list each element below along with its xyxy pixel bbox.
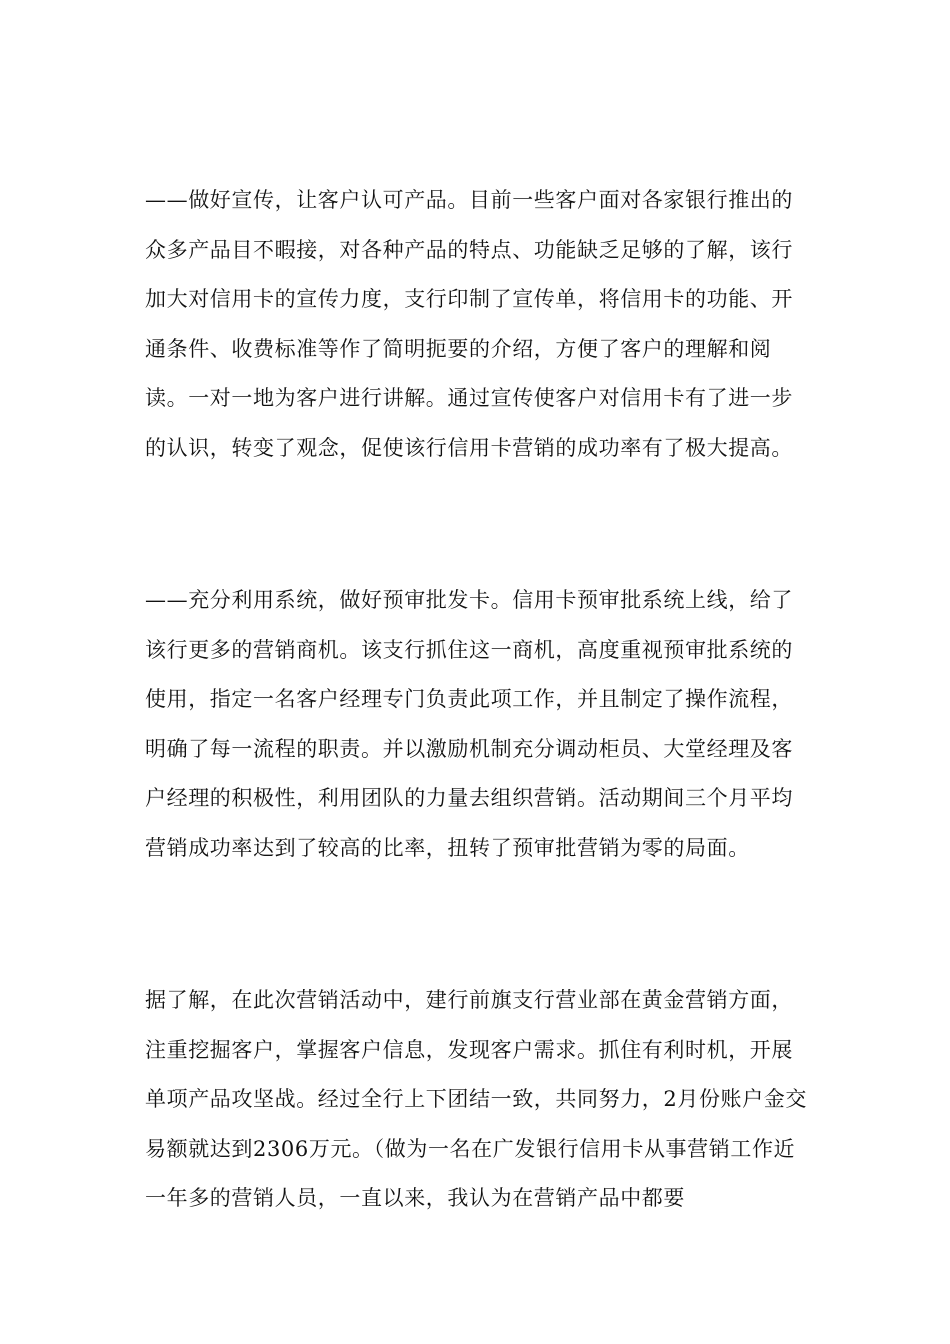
paragraph-preapproval: ——充分利用系统，做好预审批发卡。信用卡预审批系统上线，给了该行更多的营销商机。该支行抓住这一商机，高度重视预审批系统的使用，指定一名客户经理专门负责此项工作，并且制定了操作流程，明确了每一流程的职责。并以激励机制充分调动柜员、大堂经理及客户经理的积极性，利用团队的力量去组织营销。活动期间三个月平均营销成功率达到了较高的比率，扭转了预审批营销为零的局面。 bbox=[145, 588, 793, 860]
paragraph-gold-marketing: 据了解，在此次营销活动中，建行前旗支行营业部在黄金营销方面，注重挖掘客户，掌握客户信息，发现客户需求。抓住有利时机，开展单项产品攻坚战。经过全行上下团结一致，共同努力，2月份账户金交易额就达到2306万元。（做为一名在广发银行信用卡从事营销工作近一年多的营销人员，一直以来，我认为在营销产品中都要 bbox=[145, 988, 807, 1210]
paragraph-promotion: ——做好宣传，让客户认可产品。目前一些客户面对各家银行推出的众多产品目不暇接，对各种产品的特点、功能缺乏足够的了解，该行加大对信用卡的宣传力度，支行印制了宣传单，将信用卡的功能、开通条件、收费标准等作了简明扼要的介绍，方便了客户的理解和阅读。一对一地为客户进行讲解。通过宣传使客户对信用卡有了进一步的认识，转变了观念，促使该行信用卡营销的成功率有了极大提高。 bbox=[145, 188, 793, 460]
